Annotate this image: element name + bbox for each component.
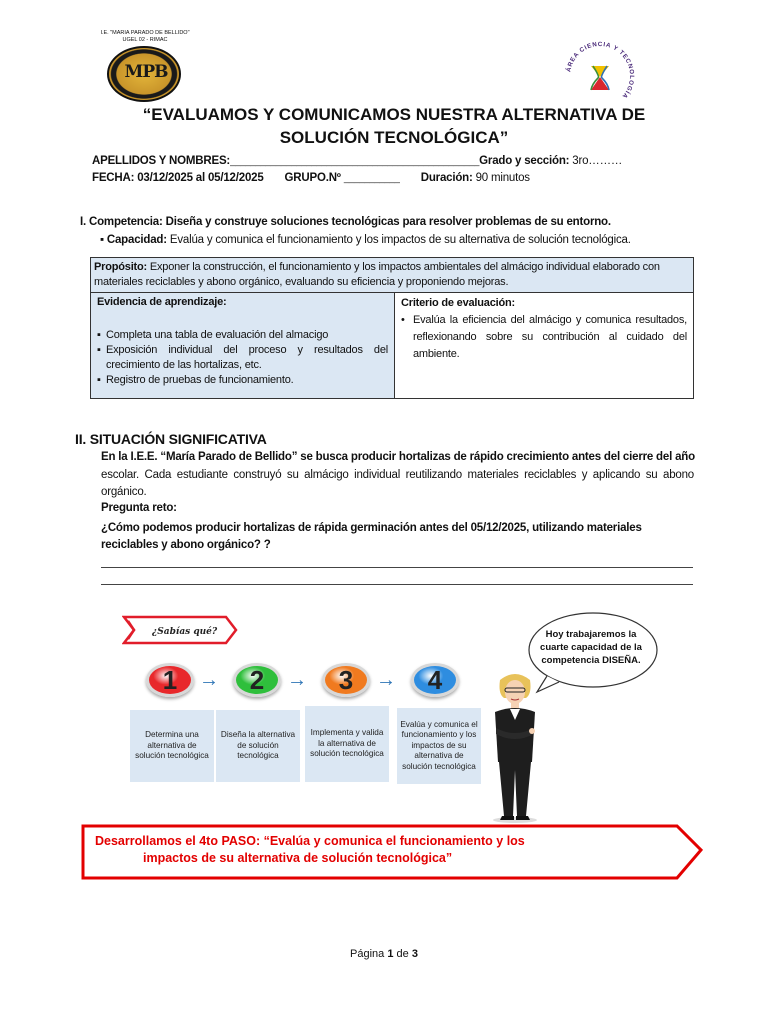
- school-medallion: [107, 46, 181, 102]
- bullet-icon: ▪: [97, 374, 101, 386]
- capacidad-label-text: Capacidad:: [106, 234, 167, 246]
- criterio-item: • Evalúa la eficiencia del almácigo y comunica resultados, reflexionando sobre su contribución al cuidado del ambiente.: [401, 312, 687, 363]
- grade-value: 3ro………: [569, 155, 623, 167]
- step-1-card: Determina una alternativa de solución tecnológica: [130, 710, 214, 782]
- situacion-intro: En la I.E.E. “María Parado de Bellido” se busca producir hortalizas de rápido crecimiento antes del cierre del año: [101, 451, 695, 463]
- reto-label: Pregunta reto:: [101, 502, 177, 514]
- step-3-card: Implementa y valida la alternativa de solución tecnológica: [305, 706, 389, 782]
- page-number: 1: [387, 948, 394, 960]
- step-1-number: 1: [162, 665, 178, 695]
- date-label: FECHA: 03/12/2025 al 05/12/2025: [92, 172, 264, 184]
- evidencia-cell: [91, 293, 395, 398]
- step-3-number: 3: [338, 665, 354, 695]
- sabias-label: ¿Sabías qué?: [152, 627, 218, 637]
- step-4-circle: [411, 663, 459, 697]
- names-label: APELLIDOS Y NOMBRES:: [92, 155, 231, 167]
- capacidad-bullet: ▪: [100, 234, 107, 246]
- page-title-line2: SOLUCIÓN TECNOLÓGICA”: [279, 128, 509, 147]
- arrow-right-icon: →: [376, 669, 396, 691]
- names-field[interactable]: _________________________________________________: [230, 156, 480, 167]
- date-row: [92, 171, 712, 186]
- reto-question: ¿Cómo podemos producir hortalizas de rápida germinación antes del 05/12/2025, utilizando materiales reciclables y abono orgánico? ?: [101, 522, 642, 551]
- area-logo-text: ÁREA CIENCIA Y TECNOLOGÍA: [565, 40, 636, 100]
- evidencia-item: ▪ Exposición individual del proceso y resultados del crecimiento de las hortalizas, etc.: [97, 344, 388, 371]
- situacion-heading: II. SITUACIÓN SIGNIFICATIVA: [75, 431, 267, 447]
- step-1-circle: [146, 663, 194, 697]
- evidencia-title: Evidencia de aprendizaje:: [97, 296, 227, 308]
- bullet-icon: •: [401, 314, 405, 326]
- hourglass-icon: [591, 66, 609, 90]
- capacidad-line: [100, 233, 720, 248]
- answer-line-1[interactable]: [101, 567, 693, 568]
- competencia-text: Diseña y construye soluciones tecnológicas para resolver problemas de su entorno.: [162, 216, 611, 228]
- grade-label: Grado y sección:: [479, 155, 570, 167]
- criterio-title: Criterio de evaluación:: [401, 297, 515, 309]
- capacidad-text: Evalúa y comunica el funcionamiento y los impactos de su alternativa de solución tecnológica.: [166, 234, 631, 246]
- step-2-card: Diseña la alternativa de solución tecnológica: [216, 710, 300, 782]
- duration-value: 90 minutos: [472, 172, 530, 184]
- arrow-right-icon: →: [199, 669, 219, 691]
- school-initials: MPB: [124, 62, 168, 82]
- sabias-banner: [122, 614, 238, 646]
- duration-label: Duración:: [420, 172, 473, 184]
- step-2-circle: [233, 663, 281, 697]
- bubble-text: Hoy trabajaremos la cuarte capacidad de la competencia DISEÑA.: [540, 629, 642, 666]
- criterio-cell: [395, 293, 693, 398]
- group-field[interactable]: ___________: [343, 173, 400, 184]
- page-total: 3: [411, 948, 418, 960]
- answer-line-2[interactable]: [101, 584, 693, 585]
- evidencia-item: ▪ Completa una tabla de evaluación del almacigo: [97, 329, 329, 341]
- proposito-text: Exponer la construcción, el funcionamiento y los impactos ambientales del almácigo individual elaborado con materiales reciclables y abono orgánico, evaluando su eficiencia y proponiendo mejoras.: [94, 261, 660, 288]
- proposito-cell: [91, 258, 693, 293]
- step-2-number: 2: [249, 665, 265, 695]
- arrow-right-icon: →: [287, 669, 307, 691]
- bullet-icon: ▪: [97, 329, 101, 341]
- situacion-text: escolar. Cada estudiante construyó su almácigo individual reutilizando materiales reciclables y aplicando su abono orgánico.: [101, 469, 694, 498]
- bullet-icon: ▪: [97, 344, 101, 356]
- step-4-card: Evalúa y comunica el funcionamiento y los impactos de su alternativa de solución tecnológica: [397, 708, 481, 784]
- school-caption-2: UGEL 02 - RIMAC: [122, 37, 168, 43]
- group-label: GRUPO.Nº: [284, 172, 341, 184]
- proposito-label: Propósito:: [94, 261, 147, 273]
- evidencia-item: ▪ Registro de pruebas de funcionamiento.: [97, 374, 294, 386]
- teacher-illustration: [482, 672, 548, 824]
- paso-text: Desarrollamos el 4to PASO: “Evalúa y comunica el funcionamiento y los impactos de su alternativa de solución tecnológica”: [95, 834, 525, 865]
- page-footer: Página 1 de 3: [350, 948, 418, 960]
- step-3-circle: [322, 663, 370, 697]
- page-title-line1: “EVALUAMOS Y COMUNICAMOS NUESTRA ALTERNATIVA DE: [142, 105, 646, 124]
- competencia-line: [80, 215, 720, 230]
- competencia-label: I. Competencia:: [80, 216, 163, 228]
- step-4-number: 4: [427, 665, 443, 695]
- student-info-row: [92, 154, 712, 169]
- school-logo: [100, 30, 190, 105]
- school-caption-1: I.E. "MARIA PARADO DE BELLIDO": [100, 30, 190, 36]
- proposito-table: [90, 257, 694, 399]
